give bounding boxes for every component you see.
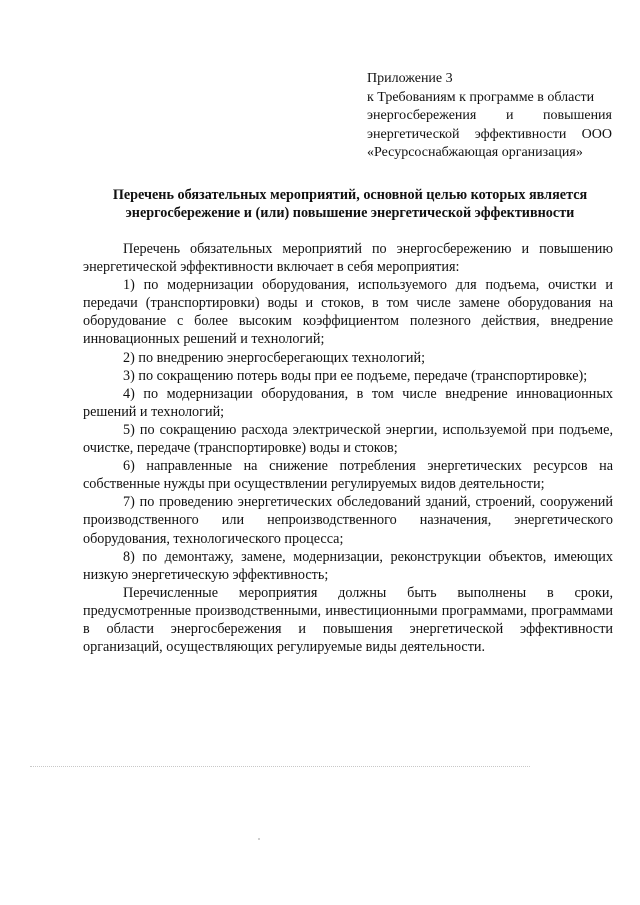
appendix-organization: «Ресурсоснабжающая организация» [367, 145, 583, 161]
title-line: Перечень обязательных мероприятий, основной целью которых является [112, 187, 588, 203]
list-item: 8) по демонтажу, замене, модернизации, реконструкции объектов, имеющих низкую энергетическую эффективность; [83, 548, 613, 583]
appendix-reference: энергосбережения и повышения [367, 108, 612, 124]
intro-paragraph: Перечень обязательных мероприятий по энергосбережению и повышению энергетической эффективности включает в себя мероприятия: [83, 241, 613, 276]
title-line: энергосбережение и (или) повышение энергетической эффективности [125, 205, 575, 221]
scan-artifact [258, 838, 260, 840]
list-item: 7) по проведению энергетических обследований зданий, строений, сооружений производственного или непроизводственного назначения, энергетического оборудования, технологического процесса; [83, 494, 613, 547]
appendix-number: Приложение 3 [367, 71, 453, 86]
list-item: 6) направленные на снижение потребления энергетических ресурсов на собственные нужды при осуществлении регулируемых видов деятельности; [83, 458, 613, 493]
list-item: 3) по сокращению потерь воды при ее подъеме, передаче (транспортировке); [123, 367, 588, 384]
document-body [83, 240, 613, 656]
appendix-reference: энергетической эффективности ООО [367, 126, 612, 142]
appendix-header [367, 70, 612, 163]
closing-paragraph: Перечисленные мероприятия должны быть выполнены в сроки, предусмотренные производственными, инвестиционными программами, программами в области энергосбережения и повышения энергетической эффективности организаций, осуществляющих регулируемые виды деятельности. [83, 584, 613, 656]
scan-artifact [30, 766, 530, 769]
list-item: 1) по модернизации оборудования, используемого для подъема, очистки и передачи (транспортировки) воды и стоков, в том числе замене оборудования на оборудование с более высоким коэффициентом полезного действия, внедрение инновационных решений и технологий; [83, 277, 613, 348]
document-title [84, 186, 616, 222]
list-item: 4) по модернизации оборудования, в том числе внедрение инновационных решений и технологий; [83, 385, 613, 420]
list-item: 5) по сокращению расхода электрической энергии, используемой при подъеме, очистке, передаче (транспортировке) воды и стоков; [83, 421, 613, 457]
appendix-reference: к Требованиям к программе в области [367, 89, 595, 105]
list-item: 2) по внедрению энергосберегающих технологий; [123, 349, 426, 366]
